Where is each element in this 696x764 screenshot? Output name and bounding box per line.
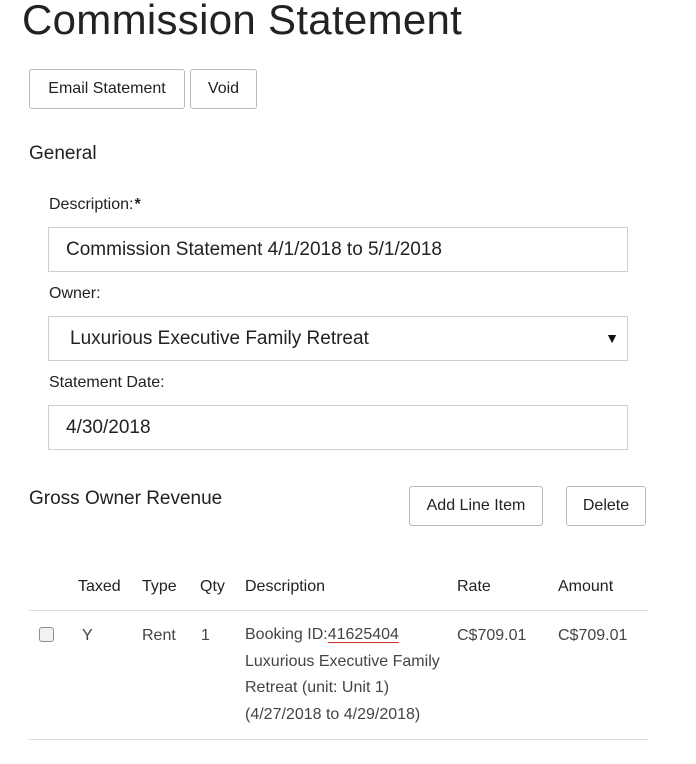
column-header-amount: Amount [558,578,614,595]
column-header-type: Type [142,578,177,595]
statement-date-label: Statement Date: [49,374,165,391]
booking-description: Luxurious Executive Family Retreat (unit: Unit 1) (4/27/2018 to 4/29/2018) [245,652,440,723]
statement-date-value: 4/30/2018 [66,416,151,438]
cell-description [245,622,445,728]
description-label [49,196,141,214]
cell-taxed: Y [82,627,93,644]
description-label-text: Description: [49,196,134,213]
column-header-taxed: Taxed [78,578,121,595]
table-header-divider [29,610,648,611]
general-section-heading: General [29,143,97,164]
description-input-value: Commission Statement 4/1/2018 to 5/1/2018 [66,238,443,260]
owner-label: Owner: [49,285,101,302]
cell-type: Rent [142,627,176,644]
column-header-qty: Qty [200,578,225,595]
booking-id-value: 41625404 [327,626,399,643]
owner-select[interactable] [48,316,628,361]
gross-owner-revenue-heading: Gross Owner Revenue [29,488,223,509]
column-header-description: Description [245,578,326,595]
void-button[interactable]: Void [190,69,257,109]
row-select-checkbox[interactable] [39,627,54,642]
required-indicator: * [134,196,141,213]
email-statement-button[interactable]: Email Statement [29,69,185,109]
chevron-down-icon: ▼ [605,330,619,346]
cell-amount: C$709.01 [558,627,628,644]
table-row-divider [29,739,648,740]
page-title: Commission Statement [22,0,463,43]
booking-id-prefix: Booking ID: [245,626,328,643]
column-header-rate: Rate [457,578,491,595]
description-input[interactable] [48,227,628,272]
owner-select-value: Luxurious Executive Family Retreat [70,327,369,349]
add-line-item-button[interactable]: Add Line Item [409,486,543,526]
cell-rate: C$709.01 [457,627,527,644]
statement-date-input[interactable] [48,405,628,450]
delete-button[interactable]: Delete [566,486,646,526]
cell-qty: 1 [201,627,210,644]
